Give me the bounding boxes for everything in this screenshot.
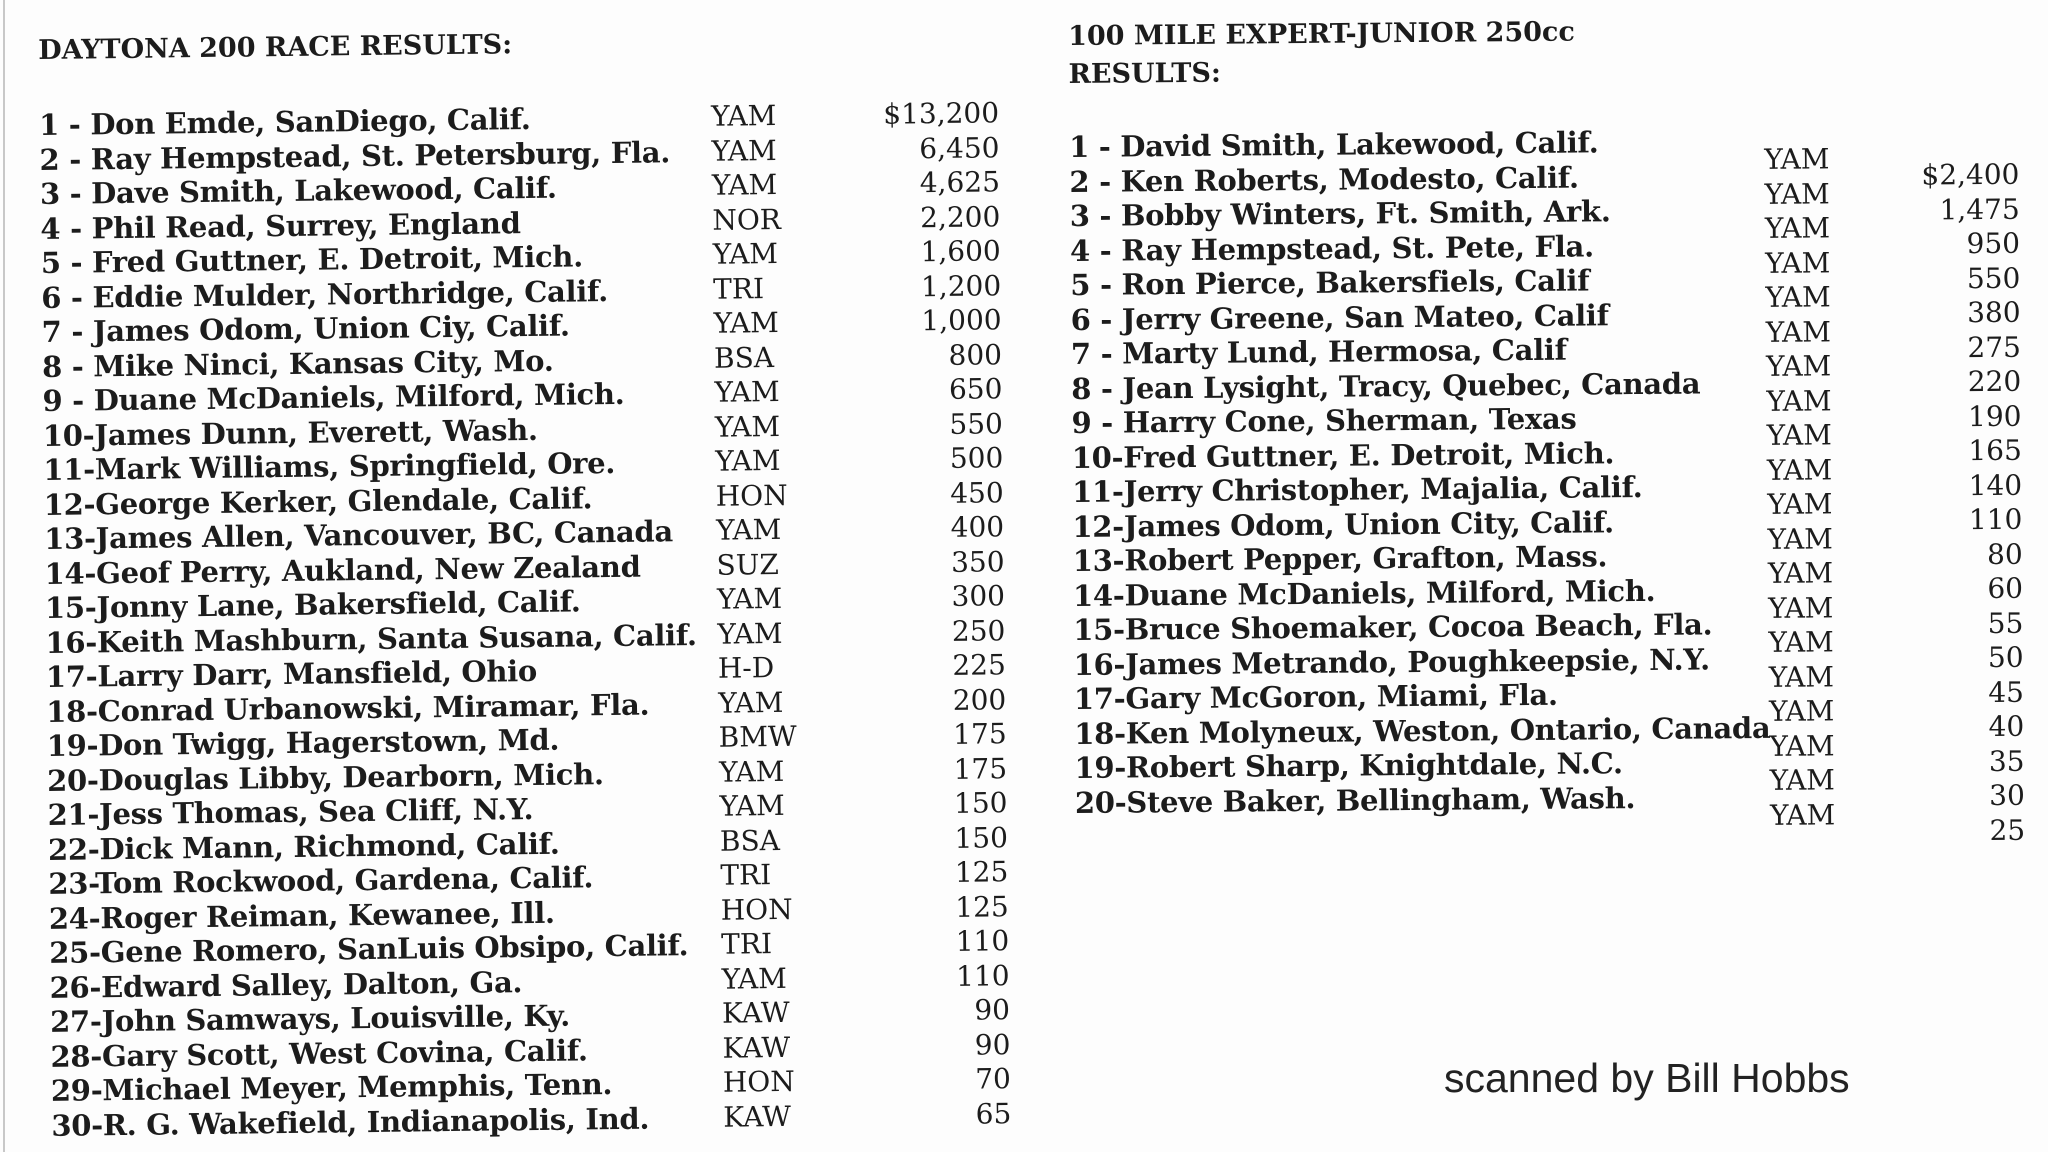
prize-amount: 90	[974, 993, 1011, 1027]
prize-amount: 220	[1967, 364, 2022, 399]
list-item	[1889, 158, 2019, 194]
prize-amount: $2,400	[1921, 157, 2020, 192]
rider-name: 8 - Jean Lysight, Tracy, Quebec, Canada	[1071, 365, 1701, 406]
expert-junior-title	[1068, 10, 2029, 94]
rider-name: 14-Geof Perry, Aukland, New Zealand	[44, 549, 641, 591]
daytona-results-list	[39, 96, 1012, 1143]
motorcycle-make: YAM	[1764, 176, 1830, 211]
motorcycle-make: HON	[720, 892, 793, 927]
list-item	[1770, 797, 1836, 832]
motorcycle-make: YAM	[712, 236, 779, 271]
list-item	[1767, 521, 1833, 556]
motorcycle-make: BMW	[718, 719, 797, 754]
prize-amount: 125	[955, 889, 1009, 924]
prize-amount: 450	[950, 475, 1004, 510]
motorcycle-make: H-D	[717, 651, 775, 685]
motorcycle-make: TRI	[712, 271, 765, 306]
prize-amount: 550	[949, 406, 1004, 441]
prize-amount: 150	[953, 786, 1008, 820]
list-item	[1895, 779, 2025, 815]
rider-name: 13-Robert Pepper, Grafton, Mass.	[1072, 539, 1608, 578]
rider-name: 24-Roger Reiman, Kewanee, Ill.	[48, 895, 555, 936]
motorcycle-make: YAM	[1764, 142, 1830, 176]
list-item	[1764, 141, 1830, 176]
rider-name: 23-Tom Rockwood, Gardena, Calif.	[48, 860, 594, 901]
motorcycle-make: KAW	[723, 1099, 792, 1134]
page-edge-divider	[3, 0, 5, 1152]
prize-amount: 6,450	[919, 130, 1000, 165]
motorcycle-make: HON	[715, 478, 788, 513]
list-item	[1765, 279, 1831, 314]
prize-amount: 200	[952, 682, 1007, 717]
rider-name: 18-Ken Molyneux, Weston, Ontario, Canada	[1074, 710, 1771, 751]
list-item	[1770, 762, 1836, 797]
rider-name: 7 - James Odom, Union Ciy, Calif.	[41, 308, 570, 349]
prize-amount: 25	[1989, 813, 2026, 847]
prize-amount: 50	[1987, 640, 2024, 674]
list-item	[1894, 675, 2024, 711]
prize-amount: 250	[951, 613, 1006, 648]
list-item	[1891, 330, 2021, 366]
prize-amount: 1,000	[921, 303, 1002, 338]
prize-amount: 550	[1966, 261, 2021, 295]
list-item	[1893, 537, 2023, 573]
rider-name: 16-Keith Mashburn, Santa Susana, Calif.	[45, 617, 697, 660]
rider-name: 12-George Kerker, Glendale, Calif.	[43, 480, 593, 522]
rider-name: 19-Robert Sharp, Knightdale, N.C.	[1074, 746, 1623, 785]
rider-name: 14-Duane McDaniels, Milford, Mich.	[1072, 573, 1656, 613]
motorcycle-make: YAM	[1765, 245, 1831, 280]
prize-amount: 275	[1967, 330, 2022, 364]
motorcycle-make: TRI	[720, 927, 773, 961]
list-item	[1893, 641, 2023, 677]
prize-amount: 950	[1966, 226, 2021, 261]
list-item	[1768, 590, 1834, 625]
rider-name: 28-Gary Scott, West Covina, Calif.	[50, 1032, 588, 1074]
list-item	[1891, 399, 2021, 435]
prize-amount: 225	[952, 648, 1007, 682]
motorcycle-make: YAM	[1768, 590, 1834, 625]
rider-name: 16-James Metrando, Poughkeepsie, N.Y.	[1073, 641, 1710, 682]
rider-name: 6 - Jerry Greene, San Mateo, Calif	[1070, 297, 1609, 337]
motorcycle-make: YAM	[1766, 383, 1832, 418]
prize-amount: 350	[950, 544, 1005, 579]
prize-amount: 110	[1968, 502, 2023, 537]
rider-name: 27-John Samways, Louisville, Ky.	[49, 998, 571, 1039]
rider-name: 4 - Phil Read, Surrey, England	[40, 205, 521, 246]
prize-amount: 65	[975, 1096, 1012, 1131]
expert-junior-title-line1: 100 MILE EXPERT-JUNIOR 250cc	[1068, 16, 1575, 52]
expert-junior-names-column	[1069, 124, 1771, 820]
motorcycle-make: YAM	[717, 616, 783, 651]
motorcycle-make: YAM	[713, 305, 780, 340]
rider-name: 17-Gary McGoron, Miami, Fla.	[1073, 677, 1558, 716]
daytona-results-section	[38, 20, 1012, 1143]
prize-amount: 1,200	[920, 268, 1002, 303]
list-item	[1890, 192, 2020, 228]
list-item	[1893, 572, 2023, 608]
motorcycle-make: YAM	[1768, 625, 1834, 659]
rider-name: 11-Mark Williams, Springfield, Ore.	[43, 445, 616, 487]
motorcycle-make: YAM	[719, 788, 785, 823]
rider-name: 7 - Marty Lund, Hermosa, Calif	[1070, 332, 1567, 371]
motorcycle-make: YAM	[1765, 280, 1831, 314]
motorcycle-make: YAM	[710, 98, 777, 133]
prize-amount: 30	[1989, 778, 2025, 812]
prize-amount: 45	[1988, 675, 2025, 709]
rider-name: 10-Fred Guttner, E. Detroit, Mich.	[1071, 435, 1615, 475]
rider-name: 8 - Mike Ninci, Kansas City, Mo.	[41, 343, 554, 384]
prize-amount: 70	[975, 1062, 1012, 1096]
prize-amount: 175	[953, 751, 1008, 786]
motorcycle-make: YAM	[1767, 487, 1833, 521]
motorcycle-make: KAW	[721, 995, 790, 1030]
motorcycle-make: BSA	[713, 340, 775, 375]
rider-name: 25-Gene Romero, SanLuis Obsipo, Calif.	[49, 928, 689, 970]
list-item	[1892, 434, 2022, 470]
rider-name: 6 - Eddie Mulder, Northridge, Calif.	[41, 273, 609, 315]
list-item	[1769, 693, 1835, 728]
rider-name: 3 - Bobby Winters, Ft. Smith, Ark.	[1069, 194, 1611, 233]
rider-name: 15-Bruce Shoemaker, Cocoa Beach, Fla.	[1073, 607, 1713, 647]
list-item	[1894, 744, 2024, 780]
rider-name: 17-Larry Darr, Mansfield, Ohio	[45, 653, 538, 694]
rider-name: 19-Don Twigg, Hagerstown, Md.	[46, 722, 560, 763]
motorcycle-make: YAM	[714, 374, 780, 409]
rider-name: 3 - Dave Smith, Lakewood, Calif.	[39, 170, 557, 211]
rider-name: 18-Conrad Urbanowski, Miramar, Fla.	[46, 687, 650, 729]
motorcycle-make: YAM	[1765, 314, 1832, 349]
rider-name: 2 - Ray Hempstead, St. Petersburg, Fla.	[39, 134, 671, 177]
daytona-title: DAYTONA 200 RACE RESULTS:	[38, 29, 513, 66]
rider-name: 30-R. G. Wakefield, Indianapolis, Ind.	[51, 1101, 650, 1143]
rider-name: 4 - Ray Hempstead, St. Pete, Fla.	[1069, 228, 1594, 268]
motorcycle-make: YAM	[1766, 452, 1833, 487]
list-item	[1765, 210, 1831, 245]
motorcycle-make: YAM	[711, 133, 777, 168]
expert-junior-title-line2: RESULTS:	[1068, 57, 1222, 90]
prize-amount: 165	[1968, 433, 2022, 468]
motorcycle-make: YAM	[1768, 659, 1835, 694]
prize-amount: 140	[1968, 468, 2023, 502]
prize-amount: $13,200	[883, 96, 1000, 131]
list-item	[1768, 555, 1834, 590]
expert-junior-prizes-column	[1889, 158, 2025, 849]
list-item	[1766, 383, 1832, 418]
motorcycle-make: HON	[722, 1064, 795, 1099]
list-item	[1767, 452, 1833, 487]
prize-amount: 380	[1967, 295, 2021, 330]
prize-amount: 175	[952, 717, 1007, 751]
motorcycle-make: NOR	[712, 202, 782, 237]
motorcycle-make: YAM	[1767, 521, 1833, 556]
rider-name: 22-Dick Mann, Richmond, Calif.	[47, 826, 560, 867]
rider-name: 13-James Allen, Vancouver, BC, Canada	[43, 514, 674, 556]
list-item	[1893, 606, 2023, 642]
prize-amount: 4,625	[919, 165, 1001, 200]
motorcycle-make: YAM	[715, 512, 782, 547]
rider-name: 1 - Don Emde, SanDiego, Calif.	[38, 101, 531, 142]
rider-name: 21-Jess Thomas, Sea Cliff, N.Y.	[47, 792, 534, 832]
expert-junior-makes-column	[1764, 141, 1835, 832]
prize-amount: 150	[954, 820, 1009, 855]
prize-amount: 80	[1986, 537, 2023, 571]
expert-junior-results-section	[1068, 10, 2029, 847]
prize-amount: 2,200	[919, 199, 1001, 234]
list-item	[1890, 227, 2020, 263]
prize-amount: 500	[949, 441, 1004, 475]
list-item	[1767, 417, 1833, 452]
list-item	[1892, 468, 2022, 504]
list-item	[1765, 245, 1831, 280]
prize-amount: 125	[954, 855, 1009, 889]
list-item	[1766, 314, 1832, 349]
motorcycle-make: YAM	[1765, 349, 1832, 383]
list-item	[1075, 779, 1771, 820]
motorcycle-make: YAM	[716, 581, 783, 616]
motorcycle-make: YAM	[721, 961, 788, 996]
rider-name: 5 - Ron Pierce, Bakersfiels, Calif	[1070, 263, 1590, 302]
motorcycle-make: YAM	[1769, 797, 1836, 832]
prize-amount: 55	[1987, 606, 2024, 640]
motorcycle-make: YAM	[1769, 763, 1836, 797]
list-item	[1895, 813, 2025, 849]
rider-name: 2 - Ken Roberts, Modesto, Calif.	[1069, 160, 1579, 199]
prize-amount: 650	[948, 372, 1003, 406]
motorcycle-make: KAW	[722, 1030, 791, 1065]
motorcycle-make: YAM	[715, 443, 781, 478]
rider-name: 12-James Odom, Union City, Calif.	[1072, 504, 1615, 544]
rider-name: 5 - Fred Guttner, E. Detroit, Mich.	[40, 239, 584, 280]
prize-amount: 60	[1987, 571, 2024, 605]
rider-name: 9 - Duane McDaniels, Milford, Mich.	[42, 376, 625, 418]
list-item	[1764, 176, 1830, 211]
list-item	[1769, 659, 1835, 694]
motorcycle-make: YAM	[1766, 418, 1833, 452]
rider-name: 1 - David Smith, Lakewood, Calif.	[1068, 125, 1599, 164]
motorcycle-make: TRI	[720, 858, 772, 892]
list-item	[1890, 296, 2020, 332]
rider-name: 15-Jonny Lane, Bakersfield, Calif.	[44, 584, 581, 625]
list-item	[1767, 486, 1833, 521]
rider-name: 20-Steve Baker, Bellingham, Wash.	[1074, 780, 1636, 820]
prize-amount: 1,475	[1939, 192, 2020, 226]
prize-amount: 300	[951, 579, 1006, 613]
prize-amount: 110	[955, 958, 1010, 993]
motorcycle-make: YAM	[718, 685, 784, 720]
rider-name: 10-James Dunn, Everett, Wash.	[42, 412, 538, 453]
prize-amount: 800	[948, 337, 1003, 372]
motorcycle-make: YAM	[1767, 556, 1834, 590]
prize-amount: 35	[1988, 744, 2025, 778]
list-item	[1769, 728, 1835, 763]
motorcycle-make: YAM	[1769, 728, 1835, 763]
prize-amount: 90	[974, 1027, 1011, 1062]
rider-name: 20-Douglas Libby, Dearborn, Mich.	[46, 756, 604, 798]
rider-name: 11-Jerry Christopher, Majalia, Calif.	[1071, 470, 1643, 509]
motorcycle-make: YAM	[1764, 211, 1831, 245]
prize-amount: 40	[1988, 709, 2025, 743]
motorcycle-make: BSA	[719, 823, 781, 858]
scan-credit: scanned by Bill Hobbs	[1444, 1055, 1850, 1101]
motorcycle-make: YAM	[714, 409, 781, 444]
rider-name: 29-Michael Meyer, Memphis, Tenn.	[50, 1067, 613, 1108]
list-item	[1892, 503, 2022, 539]
prize-amount: 1,600	[920, 234, 1001, 269]
motorcycle-make: YAM	[718, 754, 785, 789]
motorcycle-make: YAM	[1768, 694, 1835, 728]
prize-amount: 400	[950, 510, 1005, 544]
motorcycle-make: YAM	[711, 167, 778, 202]
list-item	[1894, 710, 2024, 746]
prize-amount: 110	[955, 924, 1010, 958]
motorcycle-make: SUZ	[716, 547, 779, 582]
list-item	[1768, 624, 1834, 659]
list-item	[1766, 348, 1832, 383]
rider-name: 26-Edward Salley, Dalton, Ga.	[49, 964, 523, 1005]
prize-amount: 190	[1967, 399, 2022, 433]
list-item	[1891, 365, 2021, 401]
rider-name: 9 - Harry Cone, Sherman, Texas	[1071, 401, 1577, 440]
list-item	[1890, 261, 2020, 297]
